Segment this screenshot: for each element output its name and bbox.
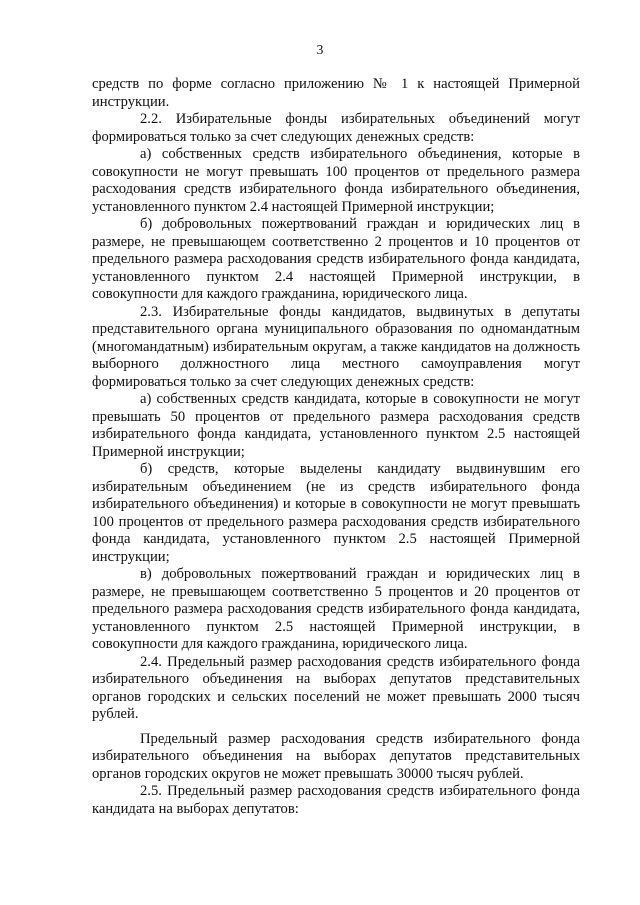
paragraph-2-3: 2.3. Избирательные фонды кандидатов, выдвинутых в депутаты представительного органа муниципального образования по одномандатным (многомандатным) избирательным округам, а также кандидатов на должность выборного должностного лица местного самоуправления могут формироваться только за счет следующих денежных средств: [92,303,580,390]
paragraph-2-5: 2.5. Предельный размер расходования средств избирательного фонда кандидата на выборах депутатов: [92,783,580,817]
paragraph-continuation: средств по форме согласно приложению № 1 к настоящей Примерной инструкции. [92,76,580,110]
paragraph-2-3-v: в) добровольных пожертвований граждан и юридических лиц в размере, не превышающем соответственно 5 процентов и 20 процентов от предельного размера расходования средств избирательного фонда кандидата, установленного пунктом 2.5 настоящей Примерной инструкции, в совокупности для каждого гражданина, юридического лица. [92,566,580,652]
paragraph-2-3-b: б) средств, которые выделены кандидату выдвинувшим его избирательным объединением (не из средств избирательного фонда избирательного объединения) и которые в совокупности не могут превышать 100 процентов от предельного размера расходования средств избирательного фонда кандидата, установленного пунктом 2.5 настоящей Примерной инструкции; [92,461,580,565]
page-number: 3 [316,42,324,57]
paragraph-2-2-a: а) собственных средств избирательного объединения, которые в совокупности не могут превышать 100 процентов от предельного размера расходования средств избирательного фонда избирательного объединения, установленного пунктом 2.4 настоящей Примерной инструкции; [92,146,580,215]
document-body [92,76,580,818]
paragraph-2-3-a: а) собственных средств кандидата, которые в совокупности не могут превышать 50 процентов от предельного размера расходования средств избирательного фонда кандидата, установленного пунктом 2.5 настоящей Примерной инструкции; [92,391,580,460]
paragraph-2-4-second: Предельный размер расходования средств избирательного фонда избирательного объединения на выборах депутатов представительных органов городских округов не может превышать 30000 тысяч рублей. [92,730,580,782]
paragraph-2-2: 2.2. Избирательные фонды избирательных объединений могут формироваться только за счет следующих денежных средств: [92,111,580,145]
paragraph-2-4: 2.4. Предельный размер расходования средств избирательного фонда избирательного объединения на выборах депутатов представительных органов городских и сельских поселений не может превышать 2000 тысяч рублей. [92,653,580,722]
paragraph-2-2-b: б) добровольных пожертвований граждан и юридических лиц в размере, не превышающем соответственно 2 процентов и 10 процентов от предельного размера расходования средств избирательного фонда кандидата, установленного пунктом 2.4 настоящей Примерной инструкции, в совокупности для каждого гражданина, юридического лица. [92,216,580,302]
